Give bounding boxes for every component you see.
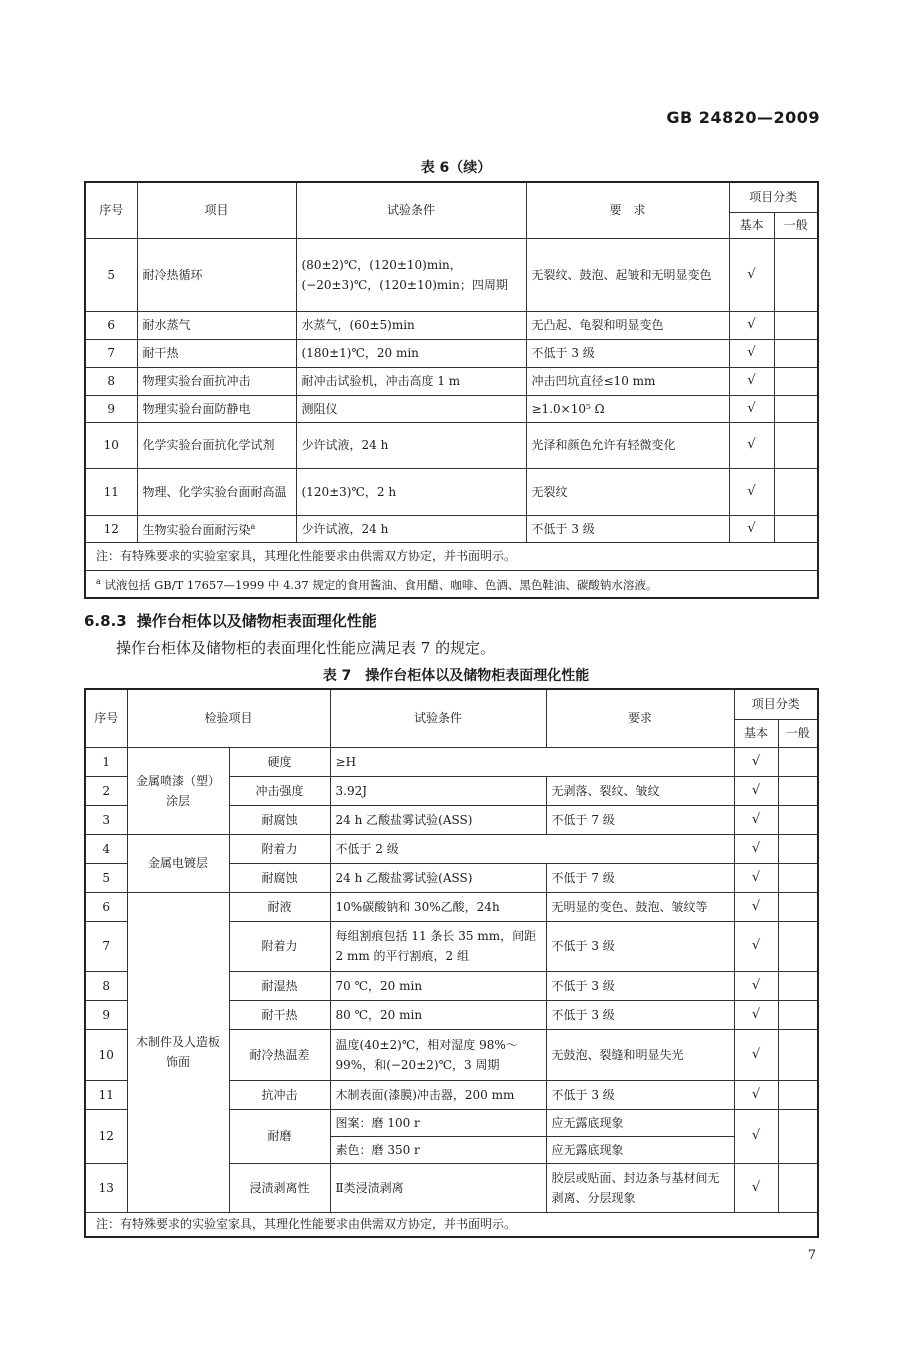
t7-sub-item: 浸渍剥离性 (229, 1163, 330, 1212)
t7-sub-item: 耐腐蚀 (229, 805, 330, 834)
t7-general-check (778, 863, 818, 892)
t6-general-check (774, 311, 818, 339)
t7-seq: 3 (85, 805, 127, 834)
t7-requirement: 无明显的变色、鼓泡、皱纹等 (546, 892, 734, 921)
t6-basic-check: √ (729, 311, 774, 339)
t6-seq: 8 (85, 367, 137, 395)
t7-basic-check: √ (734, 921, 778, 971)
t7-sub-item: 耐湿热 (229, 971, 330, 1000)
t7-condition: ≥H (330, 747, 734, 776)
t6-item: 化学实验台面抗化学试剂 (137, 422, 296, 468)
t7-group-metal-paint: 金属喷漆（塑）涂层 (127, 747, 229, 834)
t6-basic-check: √ (729, 395, 774, 422)
t6-condition: (120±3)℃，2 h (296, 468, 526, 515)
table-row (85, 339, 818, 367)
t7-sub-item: 耐干热 (229, 1000, 330, 1029)
t6-item-text: 生物实验台面耐污染 (142, 523, 251, 537)
t7-basic-check: √ (734, 776, 778, 805)
t7-condition: 温度(40±2)℃，相对湿度 98%～99%，和(−20±2)℃，3 周期 (330, 1029, 546, 1080)
t7-requirement: 胶层或贴面、封边条与基材间无剥离、分层现象 (546, 1163, 734, 1212)
standard-number: GB 24820—2009 (666, 108, 820, 127)
t7-seq: 5 (85, 863, 127, 892)
t7-header-seq: 序号 (85, 689, 127, 747)
t6-general-check (774, 367, 818, 395)
table-row (85, 311, 818, 339)
t7-general-check (778, 971, 818, 1000)
table-row (85, 747, 818, 776)
t6-item: 物理、化学实验台面耐高温 (137, 468, 296, 515)
t7-group-metal-plating: 金属电镀层 (127, 834, 229, 892)
t7-requirement: 应无露底现象 (546, 1136, 734, 1163)
t7-seq: 9 (85, 1000, 127, 1029)
t7-condition: 24 h 乙酸盐雾试验(ASS) (330, 805, 546, 834)
t7-seq: 13 (85, 1163, 127, 1212)
t7-sub-item: 耐腐蚀 (229, 863, 330, 892)
t7-sub-item: 耐液 (229, 892, 330, 921)
t7-condition: 素色：磨 350 r (330, 1136, 546, 1163)
t7-requirement: 不低于 3 级 (546, 1080, 734, 1109)
t6-footnote-text: 试液包括 GB/T 17657—1999 中 4.37 规定的食用酱油、食用醋、咖啡、色酒、黑色鞋油、碳酸钠水溶液。 (104, 578, 658, 593)
t6-footnote (85, 570, 818, 598)
t7-seq: 6 (85, 892, 127, 921)
t6-requirement: 不低于 3 级 (526, 339, 729, 367)
t7-general-check (778, 805, 818, 834)
t6-basic-check: √ (729, 515, 774, 542)
t7-condition: 不低于 2 级 (330, 834, 734, 863)
t7-seq: 10 (85, 1029, 127, 1080)
t7-header-condition: 试验条件 (330, 689, 546, 747)
t7-requirement: 不低于 7 级 (546, 863, 734, 892)
t7-group-wood: 木制件及人造板饰面 (127, 892, 229, 1212)
t7-sub-item: 耐磨 (229, 1109, 330, 1163)
table-row (85, 238, 818, 311)
t6-seq: 9 (85, 395, 137, 422)
t6-basic-check: √ (729, 422, 774, 468)
t7-condition: 图案：磨 100 r (330, 1109, 546, 1136)
t6-item: 耐水蒸气 (137, 311, 296, 339)
t7-general-check (778, 1109, 818, 1163)
t6-item: 耐干热 (137, 339, 296, 367)
t7-condition: 木制表面(漆膜)冲击器，200 mm (330, 1080, 546, 1109)
t7-general-check (778, 1163, 818, 1212)
t7-seq: 7 (85, 921, 127, 971)
footnote-mark: a (250, 522, 256, 531)
t7-general-check (778, 776, 818, 805)
t7-basic-check: √ (734, 863, 778, 892)
table-row (85, 834, 818, 863)
t7-note: 注：有特殊要求的实验室家具，其理化性能要求由供需双方协定，并书面明示。 (85, 1212, 818, 1237)
table7-caption: 表 7 操作台柜体以及储物柜表面理化性能 (322, 668, 590, 684)
t7-general-check (778, 1029, 818, 1080)
t7-basic-check: √ (734, 747, 778, 776)
t7-header-basic: 基本 (734, 719, 778, 747)
t7-general-check (778, 747, 818, 776)
page-number: 7 (807, 1248, 816, 1263)
table6-caption: 表 6（续） (420, 160, 492, 176)
t6-condition: (180±1)℃，20 min (296, 339, 526, 367)
t7-general-check (778, 834, 818, 863)
t7-requirement: 不低于 7 级 (546, 805, 734, 834)
t7-basic-check: √ (734, 805, 778, 834)
t6-seq: 5 (85, 238, 137, 311)
table-row (85, 515, 818, 542)
t7-basic-check: √ (734, 1109, 778, 1163)
t6-basic-check: √ (729, 468, 774, 515)
t6-item: 物理实验台面防静电 (137, 395, 296, 422)
t7-sub-item: 抗冲击 (229, 1080, 330, 1109)
t7-general-check (778, 921, 818, 971)
section-paragraph: 操作台柜体及储物柜的表面理化性能应满足表 7 的规定。 (116, 639, 496, 657)
t6-basic-check: √ (729, 238, 774, 311)
t7-seq: 8 (85, 971, 127, 1000)
t7-condition: 10%碳酸钠和 30%乙酸，24h (330, 892, 546, 921)
t6-general-check (774, 422, 818, 468)
t7-sub-item: 冲击强度 (229, 776, 330, 805)
t7-condition: 3.92J (330, 776, 546, 805)
t6-requirement: 不低于 3 级 (526, 515, 729, 542)
table-row (85, 422, 818, 468)
t6-condition: 少许试液，24 h (296, 422, 526, 468)
t7-condition: 80 ℃，20 min (330, 1000, 546, 1029)
t7-general-check (778, 892, 818, 921)
t7-requirement: 应无露底现象 (546, 1109, 734, 1136)
t7-requirement: 不低于 3 级 (546, 921, 734, 971)
t6-note: 注：有特殊要求的实验室家具，其理化性能要求由供需双方协定，并书面明示。 (85, 542, 818, 570)
table-row (85, 367, 818, 395)
t7-sub-item: 附着力 (229, 921, 330, 971)
t6-requirement: 无裂纹 (526, 468, 729, 515)
t7-basic-check: √ (734, 1029, 778, 1080)
table-row (85, 468, 818, 515)
t7-header-category: 项目分类 (734, 689, 818, 719)
footnote-mark: a (96, 577, 101, 587)
t6-item (137, 515, 296, 542)
t6-general-check (774, 515, 818, 542)
t6-requirement: 冲击凹坑直径≤10 mm (526, 367, 729, 395)
t7-basic-check: √ (734, 834, 778, 863)
t6-seq: 7 (85, 339, 137, 367)
t7-basic-check: √ (734, 1080, 778, 1109)
t6-requirement: 光泽和颜色允许有轻微变化 (526, 422, 729, 468)
t7-seq: 4 (85, 834, 127, 863)
t6-header-category: 项目分类 (729, 182, 818, 212)
t7-sub-item: 硬度 (229, 747, 330, 776)
t6-header-item: 项目 (137, 182, 296, 238)
t7-sub-item: 附着力 (229, 834, 330, 863)
t7-basic-check: √ (734, 971, 778, 1000)
t6-item: 物理实验台面抗冲击 (137, 367, 296, 395)
t7-basic-check: √ (734, 1000, 778, 1029)
t7-seq: 11 (85, 1080, 127, 1109)
t6-general-check (774, 238, 818, 311)
table-row (85, 395, 818, 422)
t6-seq: 10 (85, 422, 137, 468)
t6-header-basic: 基本 (729, 212, 774, 238)
t7-general-check (778, 1000, 818, 1029)
t7-condition: Ⅱ类浸渍剥离 (330, 1163, 546, 1212)
section-number: 6.8.3 (84, 612, 127, 630)
t7-seq: 12 (85, 1109, 127, 1163)
section-heading (84, 610, 377, 631)
t6-condition: 耐冲击试验机，冲击高度 1 m (296, 367, 526, 395)
t7-requirement: 不低于 3 级 (546, 971, 734, 1000)
t7-seq: 1 (85, 747, 127, 776)
t6-item: 耐冷热循环 (137, 238, 296, 311)
t7-condition: 70 ℃，20 min (330, 971, 546, 1000)
t6-header-requirement: 要 求 (526, 182, 729, 238)
section-title: 操作台柜体以及储物柜表面理化性能 (136, 612, 377, 630)
t7-requirement: 无剥落、裂纹、皱纹 (546, 776, 734, 805)
t7-basic-check: √ (734, 892, 778, 921)
t7-condition: 24 h 乙酸盐雾试验(ASS) (330, 863, 546, 892)
t6-header-condition: 试验条件 (296, 182, 526, 238)
t6-seq: 6 (85, 311, 137, 339)
t6-requirement: ≥1.0×10⁵ Ω (526, 395, 729, 422)
t7-sub-item: 耐冷热温差 (229, 1029, 330, 1080)
t7-general-check (778, 1080, 818, 1109)
table-6 (84, 181, 819, 599)
t7-requirement: 不低于 3 级 (546, 1000, 734, 1029)
t7-header-general: 一般 (778, 719, 818, 747)
t6-header-general: 一般 (774, 212, 818, 238)
table-row (85, 892, 818, 921)
t6-seq: 11 (85, 468, 137, 515)
t6-requirement: 无凸起、龟裂和明显变色 (526, 311, 729, 339)
t6-condition: 测阻仪 (296, 395, 526, 422)
t7-header-requirement: 要求 (546, 689, 734, 747)
t6-general-check (774, 339, 818, 367)
t7-seq: 2 (85, 776, 127, 805)
t7-basic-check: √ (734, 1163, 778, 1212)
t6-basic-check: √ (729, 339, 774, 367)
t6-condition: 少许试液，24 h (296, 515, 526, 542)
t6-condition: (80±2)℃，(120±10)min，(−20±3)℃，(120±10)min；四周期 (296, 238, 526, 311)
t7-header-item: 检验项目 (127, 689, 330, 747)
t7-condition: 每组割痕包括 11 条长 35 mm，间距 2 mm 的平行割痕，2 组 (330, 921, 546, 971)
t6-header-seq: 序号 (85, 182, 137, 238)
t6-requirement: 无裂纹、鼓泡、起皱和无明显变色 (526, 238, 729, 311)
t6-basic-check: √ (729, 367, 774, 395)
t6-general-check (774, 395, 818, 422)
table-7 (84, 688, 819, 1238)
t6-condition: 水蒸气，(60±5)min (296, 311, 526, 339)
t6-seq: 12 (85, 515, 137, 542)
t7-requirement: 无鼓泡、裂缝和明显失光 (546, 1029, 734, 1080)
t6-general-check (774, 468, 818, 515)
